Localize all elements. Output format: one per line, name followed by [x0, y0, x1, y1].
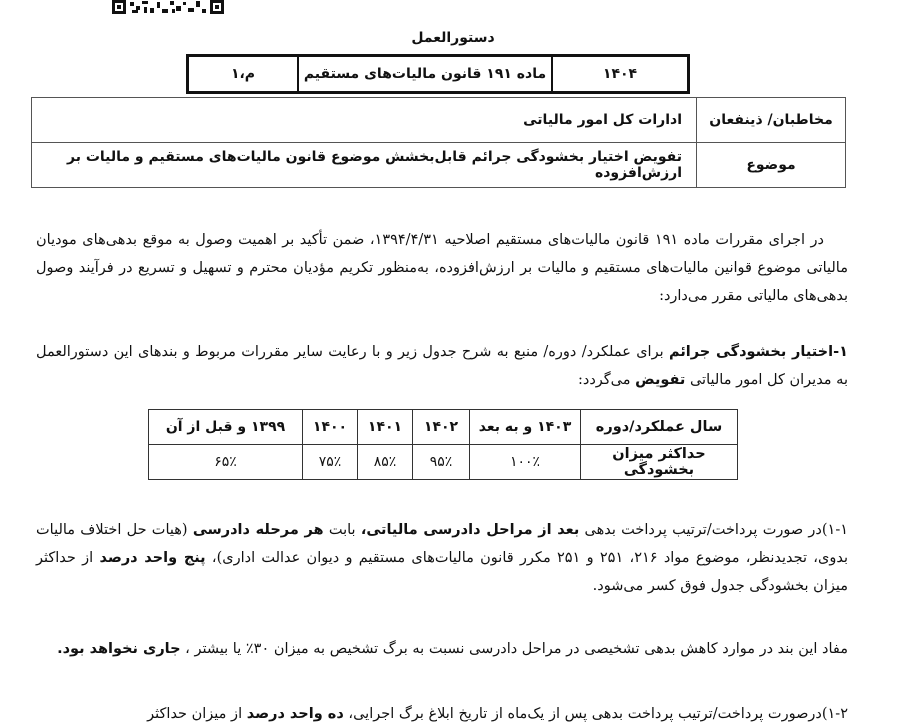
intro-text: در اجرای مقررات ماده ۱۹۱ قانون مالیات‌های مستقیم اصلاحیه ۱۳۹۴/۴/۳۱، ضمن تأکید بر اهمیت وصول به موقع بدهی‌های مودیان مالیاتی موضوع قوانین مالیات‌های مستقیم و مالیات بر ارزش‌افزوده، به‌منظور تکریم مؤدیان محترم و تسهیل و تسریع در فرآیند وصول بدهی‌های مالیاتی مقرر می‌دارد: [36, 232, 848, 304]
audience-row [32, 98, 845, 143]
section-1-1-text-2: بابت [323, 522, 361, 538]
section-1-2-text-2: از میزان حداکثر [147, 706, 247, 722]
period-cell: ۱۴۰۳ و به بعد [470, 410, 581, 445]
period-cell: ۱۳۹۹ و قبل از آن [149, 410, 303, 445]
audience-value: ادارات کل امور مالیاتی [523, 112, 682, 128]
qr-code-image [112, 0, 224, 14]
section-1-bold-2: تفویض [635, 372, 686, 388]
section-1-2 [36, 700, 848, 728]
rate-cell: ۸۵٪ [358, 445, 413, 480]
info-table [31, 97, 846, 188]
period-cell: ۱۴۰۲ [413, 410, 470, 445]
meta-subject-ref: ماده ۱۹۱ قانون مالیات‌های مستقیم [297, 57, 551, 91]
section-1-1-bold-2: هر مرحله دادرسی [192, 522, 324, 538]
section-1-1-text-3: (هیات حل اختلاف مالیات بدوی، تجدیدنظر، موضوع مواد ۲۱۶، ۲۵۱ و ۲۵۱ مکرر قانون مالیات‌های مستقیم و دیوان عدالت اداری)، [36, 522, 848, 566]
intro-paragraph [36, 226, 848, 310]
section-1-text-2: می‌گردد: [577, 372, 636, 388]
rate-table-header-row [149, 410, 738, 445]
subject-label: موضوع [696, 143, 845, 187]
rate-table-row-label: حداکثر میزان بخشودگی [581, 445, 738, 480]
meta-year: ۱۴۰۴ [551, 57, 687, 91]
period-cell: ۱۴۰۱ [358, 410, 413, 445]
section-1-2-text-1: ۱-۲)درصورت پرداخت/ترتیب پرداخت بدهی پس از یک‌ماه از تاریخ ابلاغ برگ اجرایی، [343, 706, 848, 722]
section-1-2-bold-1: ده واحد درصد [246, 706, 344, 722]
rate-cell: ۶۵٪ [149, 445, 303, 480]
period-cell: ۱۴۰۰ [303, 410, 358, 445]
audience-label: مخاطبان/ ذینفعان [696, 98, 845, 142]
clause-paragraph [36, 635, 848, 663]
rate-cell: ۱۰۰٪ [470, 445, 581, 480]
meta-code: م،۱ [230, 66, 256, 82]
clause-bold-1: جاری نخواهد بود. [57, 641, 181, 657]
rate-table-value-row [149, 445, 738, 480]
rate-table-header-label: سال عملکرد/دوره [581, 410, 738, 445]
subject-value: تفویض اختیار بخشودگی جرائم قابل‌بخشش موضوع قانون مالیات‌های مستقیم و مالیات بر ارزش‌افزوده [67, 149, 682, 181]
section-1-1-bold-1: بعد از مراحل دادرسی مالیاتی، [360, 522, 580, 538]
clause-text-1: مفاد این بند در موارد کاهش بدهی تشخیصی در مراحل دادرسی نسبت به برگ تشخیص به میزان ۳۰٪ یا بیشتر ، [180, 641, 848, 657]
rate-cell: ۷۵٪ [303, 445, 358, 480]
section-1-bold-1: اختیار بخشودگی جرائم [668, 344, 834, 360]
section-1-number: ۱- [833, 344, 848, 360]
section-1 [36, 338, 848, 394]
subject-row [32, 143, 845, 187]
forgiveness-rate-table [148, 409, 738, 480]
section-1-1-text-4: از حداکثر میزان بخشودگی جدول فوق کسر می‌شود. [36, 550, 848, 594]
section-1-1-bold-3: پنج واحد درصد [99, 550, 206, 566]
section-1-1 [36, 516, 848, 600]
section-1-text-1: برای عملکرد/ دوره/ منبع به شرح جدول زیر و با رعایت سایر مقررات مربوط و بندهای این دستورالعمل به مدیران کل امور مالیاتی [36, 344, 848, 388]
section-1-1-text-1: ۱-۱)در صورت پرداخت/ترتیب پرداخت بدهی [579, 522, 849, 538]
document-meta-box [186, 54, 690, 94]
rate-cell: ۹۵٪ [413, 445, 470, 480]
document-title: دستورالعمل [411, 30, 495, 46]
